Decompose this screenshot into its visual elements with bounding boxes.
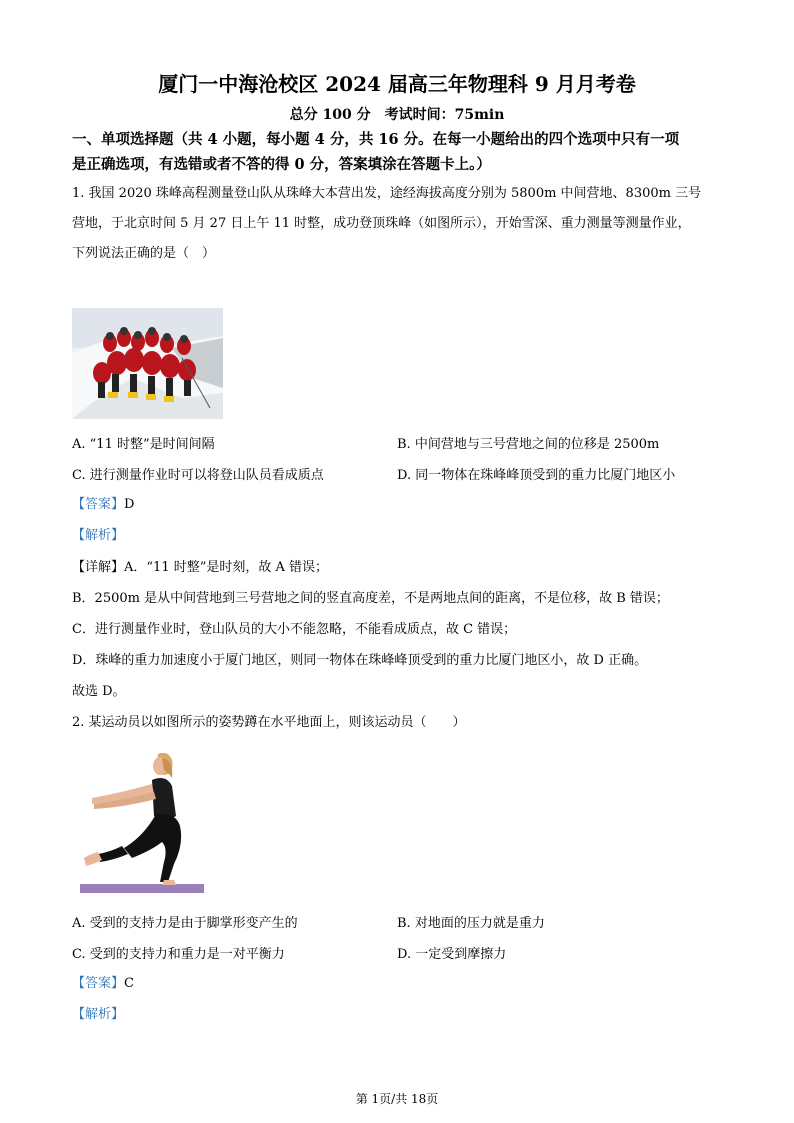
answer-tag: 【答案】 [72,976,125,991]
q2-option-a: A. 受到的支持力是由于脚掌形变产生的 [72,916,298,931]
q2-analysis [72,1005,124,1025]
q1-detail-line2: B．2500m 是从中间营地到三号营地之间的竖直高度差，不是两地点间的距离，不是位移，故 B 错误； [72,591,669,606]
q1-option-b: B. 中间营地与三号营地之间的位移是 2500m [397,437,660,452]
q1-answer [72,495,134,515]
q1-option-d: D. 同一物体在珠峰峰顶受到的重力比厦门地区小 [397,468,676,483]
analysis-tag: 【解析】 [72,1007,125,1022]
q1-option-a: A. “11 时整”是时间间隔 [72,437,215,452]
answer-value: C [124,976,134,991]
section-heading-line2: 是正确选项，有选错或者不答的得 0 分，答案填涂在答题卡上。） [72,156,491,173]
q1-analysis [72,526,124,546]
q1-detail-line3: C．进行测量作业时，登山队员的大小不能忽略，不能看成质点，故 C 错误； [72,622,517,637]
q1-conclusion: 故选 D。 [72,684,126,699]
q2-answer [72,974,134,994]
q2-option-d: D. 一定受到摩擦力 [397,947,507,962]
detail-tag: 【详解】 [72,560,125,575]
q1-stem-line2: 营地，于北京时间 5 月 27 日上午 11 时整，成功登顶珠峰（如图所示），开始雪深、重力测量等测量作业， [72,216,691,231]
answer-value: D [124,497,135,512]
detail-text: A．“11 时整”是时刻，故 A 错误； [124,560,329,575]
page-title: 厦门一中海沧校区 2024 届高三年物理科 9 月月考卷 [158,72,636,96]
page-number: 第 1页/共 18页 [355,1092,439,1106]
q2-option-c: C. 受到的支持力和重力是一对平衡力 [72,947,285,962]
q2-stem: 2. 某运动员以如图所示的姿势蹲在水平地面上，则该运动员（ ） [72,715,466,730]
q1-detail-line4: D．珠峰的重力加速度小于厦门地区，则同一物体在珠峰峰顶受到的重力比厦门地区小，故 D 正确。 [72,653,648,668]
q1-stem-line3: 下列说法正确的是（ ） [72,246,216,261]
q1-climbers-photo [72,308,223,419]
section-heading-line1: 一、单项选择题（共 4 小题，每小题 4 分，共 16 分。在每一小题给出的四个选项中只有一项 [72,131,680,148]
analysis-tag: 【解析】 [72,528,125,543]
answer-tag: 【答案】 [72,497,125,512]
q2-option-b: B. 对地面的压力就是重力 [397,916,545,931]
q1-stem-line1: 1. 我国 2020 珠峰高程测量登山队从珠峰大本营出发，途经海拔高度分别为 5800m 中间营地、8300m 三号 [72,186,702,201]
q1-option-c: C. 进行测量作业时可以将登山队员看成质点 [72,468,324,483]
q2-athlete-photo [80,748,204,894]
q1-detail-line1 [72,558,328,578]
exam-info: 总分 100 分 考试时间：75min [289,107,505,123]
